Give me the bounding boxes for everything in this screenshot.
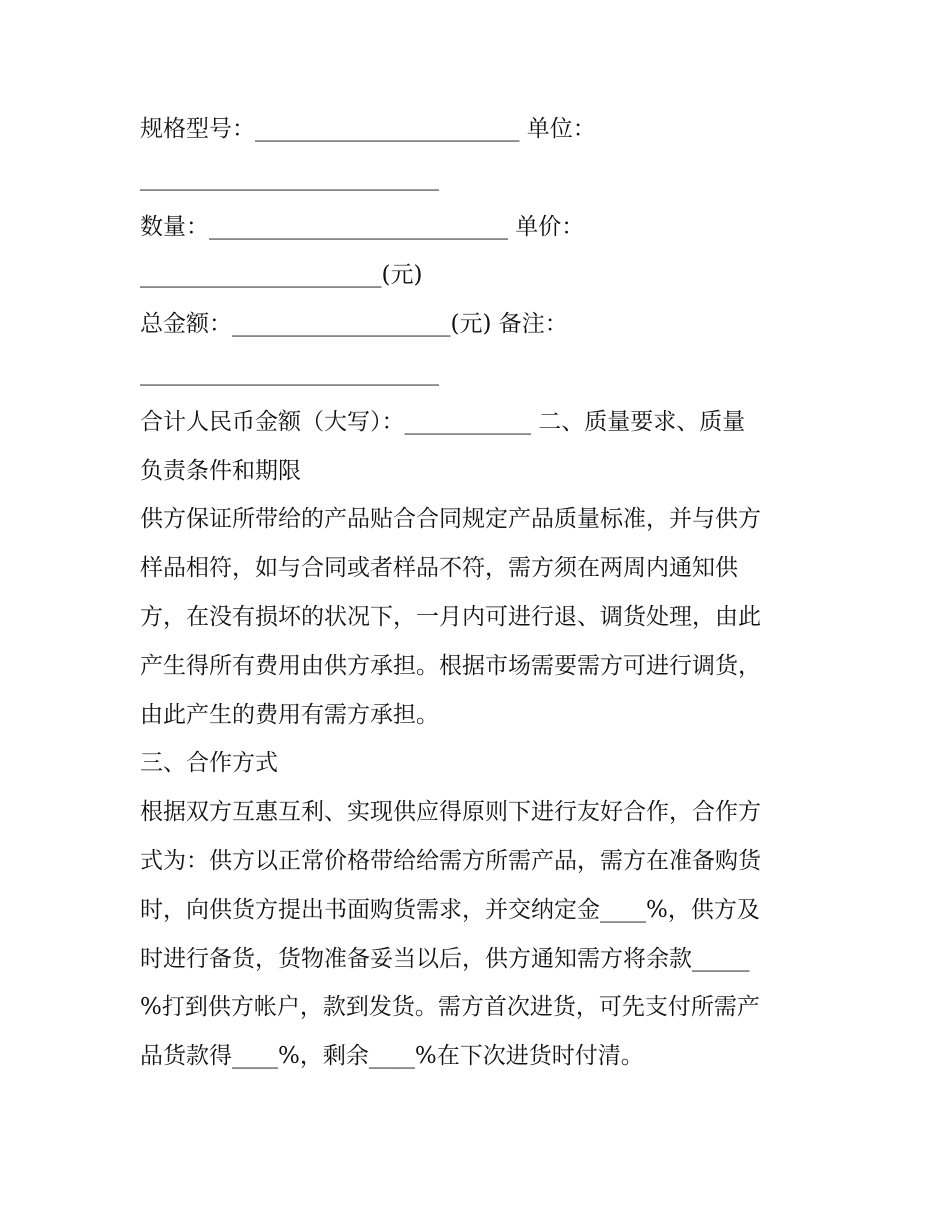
quality-paragraph-line: 方，在没有损坏的状况下，一月内可进行退、调货处理，由此	[140, 603, 761, 630]
remarks-blank-line: __________________________	[140, 359, 439, 386]
cooperation-paragraph-line: 式为：供方以正常价格带给给需方所需产品，需方在准备购货	[140, 847, 761, 874]
quality-paragraph-line: 由此产生的费用有需方承担。	[140, 701, 439, 728]
spec-model-line: 规格型号：_______________________ 单位：	[140, 116, 596, 142]
cooperation-paragraph-line: 时进行备货，货物准备妥当以后，供方通知需方将余款_____	[140, 945, 750, 972]
cooperation-paragraph-line: 时，向供货方提出书面购货需求，并交纳定金____%，供方及	[140, 896, 760, 923]
cooperation-paragraph-line: 根据双方互惠互利、实现供应得原则下进行友好合作，合作方	[140, 799, 761, 826]
unit-price-blank-line: _____________________(元)	[140, 262, 423, 289]
quality-paragraph-line: 供方保证所带给的产品贴合合同规定产品质量标准，并与供方	[140, 506, 761, 533]
quality-paragraph-line: 样品相符，如与合同或者样品不符，需方须在两周内通知供	[140, 555, 738, 582]
quantity-line: 数量：__________________________ 单价：	[140, 213, 585, 240]
unit-blank-line: __________________________	[140, 164, 439, 191]
total-amount-line: 总金额：___________________(元) 备注：	[140, 311, 568, 338]
cooperation-paragraph-line: %打到供方帐户，款到发货。需方首次进货，可先支付所需产	[140, 994, 760, 1021]
rmb-total-line: 合计人民币金额（大写）：___________ 二、质量要求、质量	[140, 408, 746, 435]
document-body	[140, 105, 812, 1081]
cooperation-heading: 三、合作方式	[140, 750, 278, 777]
quality-paragraph-line: 产生得所有费用由供方承担。根据市场需要需方可进行调货，	[140, 652, 761, 679]
cooperation-paragraph-line: 品货款得____%，剩余____%在下次进货时付清。	[140, 1043, 644, 1070]
quality-heading-continuation: 负责条件和期限	[140, 457, 301, 484]
